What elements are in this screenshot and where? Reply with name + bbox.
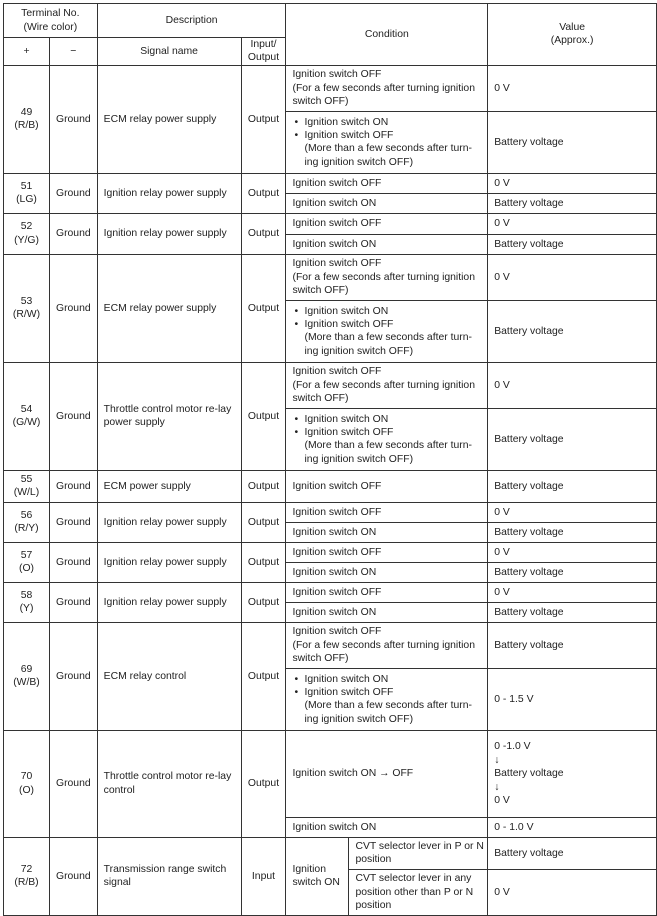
condition-text: Ignition switch OFF <box>292 69 382 81</box>
header-minus: − <box>49 38 97 66</box>
io-cell <box>241 582 286 622</box>
value-text: 0 V <box>494 586 510 598</box>
value-label: Value <box>559 22 586 33</box>
terminal-number: 49 <box>20 106 33 118</box>
value-text: 0 V <box>494 546 510 558</box>
terminal-cell <box>4 837 50 915</box>
io-cell <box>241 542 286 582</box>
io-text: Output <box>247 113 280 125</box>
condition-text: Ignition switch ON <box>292 238 377 250</box>
condition-text: Ignition switch OFF <box>304 686 394 698</box>
condition-note: (For a few seconds after turning ignition switch OFF) <box>292 639 475 665</box>
condition-cell <box>286 234 488 254</box>
list-item <box>292 116 484 129</box>
value-cell <box>488 837 657 869</box>
signal-name-cell <box>97 470 241 502</box>
value-cell <box>488 362 657 408</box>
wire-color: (W/B) <box>13 677 40 689</box>
wire-color: (W/L) <box>13 487 40 499</box>
ground-cell <box>49 502 97 542</box>
condition-text: Ignition switch OFF <box>292 177 382 189</box>
table-row <box>4 502 657 522</box>
header-input-output: Input/ Output <box>241 38 286 66</box>
condition-text: Ignition switch OFF <box>304 426 394 438</box>
ground-cell <box>49 213 97 254</box>
ground-cell <box>49 837 97 915</box>
value-text: 0 V <box>494 379 510 391</box>
value-cell <box>488 562 657 582</box>
signal-name-cell <box>97 502 241 542</box>
condition-bullets <box>292 673 484 727</box>
value-cell <box>488 730 657 817</box>
wire-color: (O) <box>18 784 34 796</box>
table-row <box>4 582 657 602</box>
terminal-number: 51 <box>20 180 33 192</box>
table-row <box>4 65 657 111</box>
io-cell <box>241 470 286 502</box>
value-text: 0 V <box>494 218 510 230</box>
condition-text: Ignition switch OFF <box>304 318 394 330</box>
value-cell <box>488 522 657 542</box>
io-text: Output <box>247 187 280 199</box>
condition-cell <box>286 602 488 622</box>
header-description: Description <box>97 4 286 38</box>
value-cell <box>488 193 657 213</box>
value-cell <box>488 470 657 502</box>
signal-name: Ignition relay power supply <box>103 556 227 568</box>
value-text: Battery voltage <box>494 847 564 859</box>
header-value <box>488 4 657 66</box>
io-cell <box>241 362 286 470</box>
signal-name: Ignition relay power supply <box>103 187 227 199</box>
value-cell <box>488 602 657 622</box>
signal-name: Throttle control motor re-lay power supply <box>103 403 232 429</box>
signal-name: Ignition relay power supply <box>103 516 227 528</box>
list-item <box>292 305 484 318</box>
condition-note: (More than a few seconds after turn-ing ignition switch OFF) <box>304 332 472 357</box>
condition-text: CVT selector lever in any position other than P or N position <box>355 873 474 912</box>
value-cell <box>488 817 657 837</box>
signal-name-cell <box>97 254 241 362</box>
sub-condition-cell <box>349 837 488 869</box>
condition-text: Ignition switch ON <box>292 566 377 578</box>
terminal-number: 54 <box>20 403 33 415</box>
condition-text: Ignition switch ON <box>292 821 377 833</box>
table-row <box>4 837 657 869</box>
table-row <box>4 213 657 234</box>
signal-name: ECM relay power supply <box>103 113 217 125</box>
signal-name-cell <box>97 837 241 915</box>
condition-cell <box>286 542 488 562</box>
value-text: Battery voltage <box>494 566 564 578</box>
signal-name: ECM relay control <box>103 670 187 682</box>
value-cell <box>488 622 657 668</box>
table-row <box>4 173 657 193</box>
ground-cell <box>49 622 97 730</box>
list-item <box>292 686 484 726</box>
condition-note: (For a few seconds after turning ignition switch OFF) <box>292 379 475 405</box>
signal-name: ECM power supply <box>103 480 191 492</box>
condition-note: (For a few seconds after turning ignition switch OFF) <box>292 82 475 108</box>
signal-name-cell <box>97 173 241 213</box>
condition-bullets <box>292 116 484 170</box>
condition-cell <box>286 668 488 730</box>
terminal-number: 56 <box>20 509 33 521</box>
value-cell <box>488 111 657 173</box>
signal-name-cell <box>97 730 241 837</box>
down-arrow-icon: ↓ <box>494 754 500 766</box>
value-text: Battery voltage <box>494 325 564 337</box>
terminal-spec-table <box>3 3 657 916</box>
condition-cell <box>286 817 488 837</box>
signal-name: Ignition relay power supply <box>103 596 227 608</box>
value-cell <box>488 234 657 254</box>
list-item <box>292 673 484 686</box>
condition-note: (More than a few seconds after turn-ing ignition switch OFF) <box>304 143 472 168</box>
header-condition: Condition <box>286 4 488 66</box>
condition-cell <box>286 502 488 522</box>
table-row <box>4 470 657 502</box>
ground-cell <box>49 362 97 470</box>
value-text: 0 V <box>494 82 510 94</box>
value-text: Battery voltage <box>494 480 564 492</box>
wire-color: (LG) <box>16 194 37 206</box>
condition-cell <box>286 362 488 408</box>
signal-name-cell <box>97 65 241 173</box>
wire-color: (Y) <box>19 603 34 615</box>
condition-cell <box>286 522 488 542</box>
condition-cell <box>286 622 488 668</box>
io-text: Output <box>247 410 280 422</box>
condition-cell <box>286 173 488 193</box>
table-row <box>4 622 657 668</box>
condition-cell <box>286 193 488 213</box>
condition-text: Ignition switch ON <box>304 413 389 425</box>
terminal-cell <box>4 582 50 622</box>
condition-text: Ignition switch OFF <box>292 366 382 378</box>
value-text: Battery voltage <box>494 238 564 250</box>
terminal-cell <box>4 362 50 470</box>
io-text: Output <box>247 670 280 682</box>
value-cell <box>488 254 657 300</box>
signal-name-cell <box>97 622 241 730</box>
value-cell <box>488 502 657 522</box>
value-text: Battery voltage <box>494 639 564 651</box>
value-text: Battery voltage <box>494 197 564 209</box>
condition-text: CVT selector lever in P or N position <box>355 840 484 866</box>
list-item <box>292 413 484 426</box>
value-cell <box>488 869 657 915</box>
header-signal-name: Signal name <box>97 38 241 66</box>
value-cell <box>488 408 657 470</box>
io-text: Output <box>247 596 280 608</box>
approx-label: (Approx.) <box>550 35 594 47</box>
signal-name-cell <box>97 582 241 622</box>
value-text: 0 - 1.0 V <box>494 821 534 833</box>
terminal-no-label: Terminal No. <box>21 8 80 20</box>
condition-text: Ignition switch OFF <box>292 546 382 558</box>
io-cell <box>241 254 286 362</box>
terminal-number: 57 <box>20 549 33 561</box>
table-row <box>4 730 657 817</box>
io-text: Output <box>247 302 280 314</box>
signal-name: Throttle control motor re-lay control <box>103 771 232 796</box>
ground-text: Ground <box>55 302 91 314</box>
condition-text: Ignition switch OFF <box>292 626 382 638</box>
condition-text: Ignition switch ON <box>292 526 377 538</box>
header-row-1 <box>4 4 657 38</box>
ground-cell <box>49 173 97 213</box>
header-plus: + <box>4 38 50 66</box>
terminal-cell <box>4 213 50 254</box>
ground-text: Ground <box>55 516 91 528</box>
condition-note: (More than a few seconds after turn-ing ignition switch OFF) <box>304 700 472 725</box>
condition-text: Ignition switch ON <box>304 116 389 128</box>
value-cell <box>488 213 657 234</box>
signal-name: ECM relay power supply <box>103 302 217 314</box>
value-cell <box>488 668 657 730</box>
io-text: Output <box>247 556 280 568</box>
terminal-cell <box>4 622 50 730</box>
condition-text: Ignition switch OFF <box>292 586 382 598</box>
list-item <box>292 426 484 466</box>
condition-text: Ignition switch OFF <box>304 129 394 141</box>
spec-table-container <box>3 3 657 916</box>
sub-condition-cell <box>349 869 488 915</box>
ground-text: Ground <box>55 228 91 240</box>
value-text: 0 -1.0 V <box>494 741 531 753</box>
io-text: Output <box>247 480 280 492</box>
ground-cell <box>49 542 97 582</box>
ground-text: Ground <box>55 556 91 568</box>
terminal-number: 69 <box>20 663 33 675</box>
value-text: Battery voltage <box>494 136 564 148</box>
value-text: Battery voltage <box>494 526 564 538</box>
wire-color: (R/Y) <box>14 523 39 535</box>
wire-color: (O) <box>18 563 34 575</box>
terminal-number: 58 <box>20 589 33 601</box>
terminal-number: 52 <box>20 221 33 233</box>
condition-text: Ignition switch OFF <box>292 506 382 518</box>
ground-text: Ground <box>55 870 91 882</box>
condition-text: Ignition switch ON <box>304 305 389 317</box>
value-cell <box>488 65 657 111</box>
condition-bullets <box>292 413 484 467</box>
condition-bullets <box>292 305 484 359</box>
terminal-cell <box>4 542 50 582</box>
condition-cell <box>286 111 488 173</box>
condition-cell <box>286 408 488 470</box>
value-cell <box>488 173 657 193</box>
ground-cell <box>49 254 97 362</box>
io-text: Output <box>247 778 280 790</box>
terminal-cell <box>4 470 50 502</box>
value-cell <box>488 300 657 362</box>
wire-color: (R/W) <box>12 309 41 321</box>
table-row <box>4 542 657 562</box>
wire-color: (Y/G) <box>14 234 39 246</box>
io-cell <box>241 622 286 730</box>
ground-text: Ground <box>55 670 91 682</box>
io-text: Output <box>247 516 280 528</box>
terminal-number: 70 <box>20 771 33 783</box>
condition-cell <box>286 470 488 502</box>
table-row <box>4 254 657 300</box>
io-text: Output <box>247 228 280 240</box>
ground-text: Ground <box>55 596 91 608</box>
condition-text: Ignition switch OFF <box>292 480 382 492</box>
io-cell <box>241 173 286 213</box>
condition-cell <box>286 213 488 234</box>
signal-name-cell <box>97 542 241 582</box>
value-text: 0 - 1.5 V <box>494 693 534 705</box>
value-text: Battery voltage <box>494 433 564 445</box>
condition-cell <box>286 582 488 602</box>
wire-color-label: (Wire color) <box>23 21 78 33</box>
condition-cell <box>286 65 488 111</box>
signal-name: Transmission range switch signal <box>103 863 227 889</box>
signal-name-cell <box>97 362 241 470</box>
ground-cell <box>49 65 97 173</box>
condition-text: Ignition switch ON <box>304 673 389 685</box>
condition-cell <box>286 837 349 915</box>
terminal-cell <box>4 254 50 362</box>
io-cell <box>241 213 286 254</box>
condition-text: Ignition switch ON <box>292 606 377 618</box>
header-terminal <box>4 4 98 38</box>
signal-name-cell <box>97 213 241 254</box>
ground-text: Ground <box>55 410 91 422</box>
condition-text: Ignition switch ON → OFF <box>292 768 414 780</box>
ground-text: Ground <box>55 778 91 790</box>
condition-note: (More than a few seconds after turn-ing ignition switch OFF) <box>304 440 472 465</box>
condition-cell <box>286 300 488 362</box>
condition-cell <box>286 562 488 582</box>
wire-color: (G/W) <box>12 417 41 429</box>
down-arrow-icon: ↓ <box>494 781 500 793</box>
list-item <box>292 129 484 169</box>
wire-color: (R/B) <box>14 120 39 132</box>
io-cell <box>241 65 286 173</box>
io-cell <box>241 837 286 915</box>
condition-text: Ignition switch ON <box>292 197 377 209</box>
terminal-cell <box>4 173 50 213</box>
condition-cell <box>286 254 488 300</box>
ground-cell <box>49 730 97 837</box>
ground-text: Ground <box>55 113 91 125</box>
terminal-cell <box>4 65 50 173</box>
terminal-cell <box>4 730 50 837</box>
value-text: Battery voltage <box>494 768 564 780</box>
terminal-cell <box>4 502 50 542</box>
value-text: 0 V <box>494 271 510 283</box>
value-text: 0 V <box>494 506 510 518</box>
ground-text: Ground <box>55 187 91 199</box>
condition-text: Ignition switch OFF <box>292 258 382 270</box>
signal-name: Ignition relay power supply <box>103 228 227 240</box>
ground-cell <box>49 470 97 502</box>
value-cell <box>488 582 657 602</box>
wire-color: (R/B) <box>14 877 39 889</box>
io-cell <box>241 730 286 837</box>
terminal-number: 53 <box>20 295 33 307</box>
value-text: Battery voltage <box>494 606 564 618</box>
table-row <box>4 362 657 408</box>
value-text: 0 V <box>494 794 510 806</box>
value-cell <box>488 542 657 562</box>
terminal-number: 72 <box>20 863 33 875</box>
terminal-number: 55 <box>20 473 33 485</box>
ground-text: Ground <box>55 480 91 492</box>
value-text: 0 V <box>494 177 510 189</box>
condition-text: Ignition switch OFF <box>292 218 382 230</box>
value-text: 0 V <box>494 886 510 898</box>
io-cell <box>241 502 286 542</box>
ground-cell <box>49 582 97 622</box>
condition-text: Ignition switch ON <box>292 863 340 889</box>
condition-cell <box>286 730 488 817</box>
io-text: Input <box>251 870 276 882</box>
list-item <box>292 318 484 358</box>
condition-note: (For a few seconds after turning ignition switch OFF) <box>292 271 475 297</box>
